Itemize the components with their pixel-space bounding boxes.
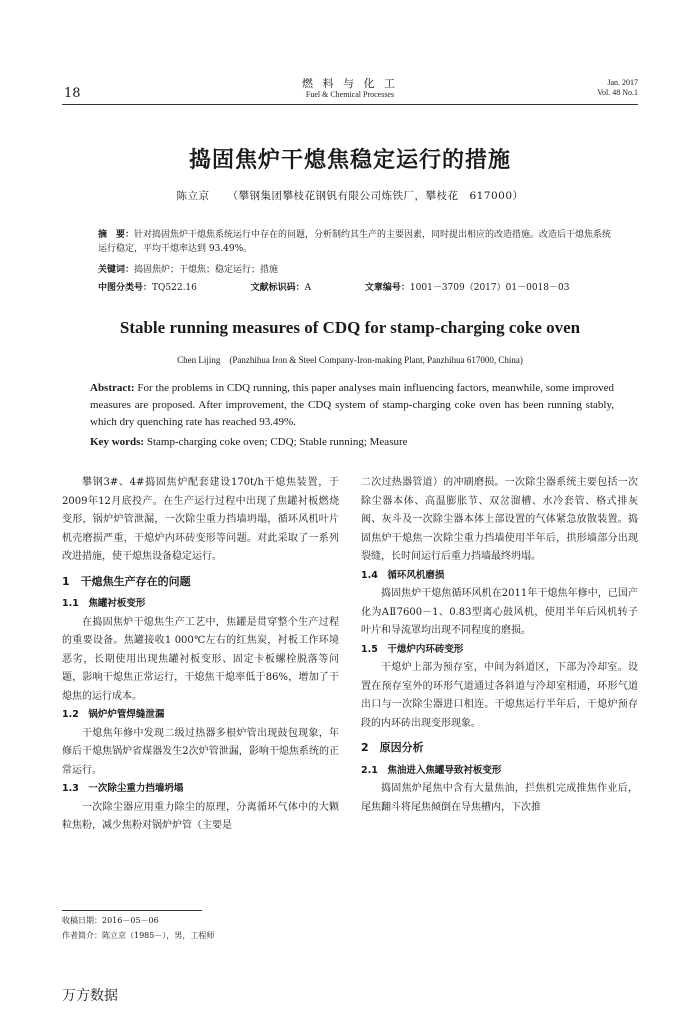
paragraph-1-3-continued: 二次过热器管道）的冲刷磨损。一次除尘器系统主要包括一次除尘器本体、高温膨胀节、双岔溜槽、水冷套管、格式排灰阀、灰斗及一次除尘器本体上部设置的气体紧急放散装置。捣固焦炉干熄焦一次除尘重力挡墙使用半年后，拱形墙部分出现裂缝，长时间运行后重力挡墙最终坍塌。 — [361, 477, 638, 562]
clc-label: 中图分类号： — [98, 283, 153, 293]
section-heading-2: 2 原因分析 — [361, 741, 424, 754]
watermark-text: 万方数据 — [62, 988, 118, 1004]
issue-volume: Vol. 48 No.1 — [597, 88, 638, 97]
intro-paragraph: 攀钢3#、4#捣固焦炉配套建设170t/h干熄焦装置，于2009年12月底投产。在生产运行过程中出现了焦罐衬板燃烧变形，锅炉炉管泄漏，一次除尘重力挡墙坍塌，循环风机叶片机壳磨损严重，干熄炉内环砖变形等问题。对此采取了一系列改进措施，使干熄焦设备稳定运行。 — [62, 477, 339, 562]
abstract-cn-text: 针对捣固焦炉干熄焦系统运行中存在的问题，分析制约其生产的主要因素，同时提出相应的改造措施。改造后干熄焦系统运行稳定，平均干熄率达到 93.49%。 — [98, 230, 612, 254]
journal-title-en: Fuel & Chemical Processes — [305, 90, 395, 100]
classification-line — [98, 281, 618, 295]
keywords-cn-text: 捣固焦炉；干熄焦；稳定运行；措施 — [134, 265, 279, 275]
doc-code-value: A — [304, 283, 312, 293]
doc-code-label: 文献标识码： — [250, 283, 305, 293]
subsection-heading-2-1: 2.1 焦油进入焦罐导致衬板变形 — [361, 764, 502, 776]
abstract-cn — [98, 228, 618, 256]
paragraph-1-5: 干熄炉上部为预存室，中间为斜道区，下部为冷却室。设置在预存室外的环形气道通过各斜道与冷却室相通，环形气道出口与一次除尘器进口相连。干熄焦运行半年后，干熄炉预存段的内环砖出现变形现象。 — [361, 662, 638, 729]
abstract-cn-label: 摘 要： — [98, 230, 135, 240]
journal-title-cn: 燃 料 与 化 工 — [302, 77, 398, 90]
subsection-heading-1-4: 1.4 循环风机磨损 — [361, 569, 445, 581]
author-line-en: Chen Lijing (Panzhihua Iron & Steel Company-Iron-making Plant, Panzhihua 617000, China) — [177, 355, 523, 365]
body-right-column — [361, 474, 638, 817]
paragraph-2-1: 捣固焦炉尾焦中含有大量焦油，拦焦机完成推焦作业后，尾焦翻斗将尾焦倾倒在导焦槽内，下次推 — [361, 783, 638, 813]
paragraph-1-2: 干熄焦年修中发现二级过热器多根炉管出现鼓包现象，年修后干熄焦锅炉省煤器发生2次炉管泄漏，影响干熄焦系统的正常运行。 — [62, 727, 339, 776]
author-bio: 作者简介：陈立京（1985－），男，工程师 — [62, 931, 215, 940]
subsection-heading-1-5: 1.5 干熄炉内环砖变形 — [361, 643, 464, 655]
received-date: 收稿日期：2016－05－06 — [62, 916, 159, 925]
page-number: 18 — [64, 86, 81, 101]
author-name-cn: 陈立京 — [176, 190, 210, 202]
issue-date: Jan. 2017 — [607, 78, 638, 87]
body-left-column — [62, 474, 339, 836]
footnote-divider — [62, 910, 202, 911]
abstract-en-text: For the problems in CDQ running, this paper analyses main influencing factors, meanwhile, some improved measures are proposed. After improvement, the CDQ system of stamp-charging coke oven has been running stably, which dry quenching rate has reached 93.49%. — [90, 382, 614, 428]
article-no-label: 文章编号： — [364, 283, 410, 293]
keywords-en-text: Stamp-charging coke oven; CDQ; Stable running; Measure — [144, 436, 408, 448]
section-heading-1: 1 干熄焦生产存在的问题 — [62, 574, 191, 588]
journal-title — [0, 77, 700, 100]
paragraph-1-4: 捣固焦炉干熄焦循环风机在2011年干熄焦年修中，已国产化为AⅡ7600－1、0.83型离心鼓风机，使用半年后风机转子叶片和导流罩均出现不同程度的磨损。 — [361, 588, 638, 636]
keywords-en — [90, 434, 614, 451]
keywords-cn — [98, 263, 618, 277]
subsection-heading-1-3: 1.3 一次除尘重力挡墙坍塌 — [62, 783, 184, 794]
subsection-heading-1-2: 1.2 锅炉炉管焊缝泄漏 — [62, 709, 165, 720]
paper-title-cn: 捣固焦炉干熄焦稳定运行的措施 — [188, 148, 511, 173]
issue-info — [597, 78, 638, 98]
article-no-value: 1001－3709（2017）01－0018－03 — [409, 283, 570, 293]
author-affiliation-cn: （攀钢集团攀枝花钢钒有限公司炼铁厂，攀枝花 617000） — [227, 190, 524, 202]
subsection-heading-1-1: 1.1 焦罐衬板变形 — [62, 598, 146, 609]
paper-title-en: Stable running measures of CDQ for stamp-charging coke oven — [119, 318, 581, 337]
clc-value: TQ522.16 — [152, 283, 197, 293]
paragraph-1-1: 在捣固焦炉干熄焦生产工艺中，焦罐是贯穿整个生产过程的重要设备。焦罐接收1 000℃左右的红焦炭，衬板工作环境恶劣，长期使用出现焦罐衬板变形、固定卡板螺栓脱落等问题，影响干熄焦正常运行，干熄焦干熄率低于86%，增加了干熄焦的运行成本。 — [62, 616, 339, 702]
header-divider — [62, 104, 638, 105]
abstract-en — [90, 380, 614, 431]
abstract-en-label: Abstract: — [90, 382, 135, 394]
paragraph-1-3: 一次除尘器应用重力除尘的原理，分离循环气体中的大颗粒焦粉，减少焦粉对锅炉炉管（主要是 — [62, 801, 339, 831]
keywords-cn-label: 关键词： — [98, 265, 135, 275]
keywords-en-label: Key words: — [90, 436, 145, 448]
author-line-cn — [0, 188, 700, 203]
